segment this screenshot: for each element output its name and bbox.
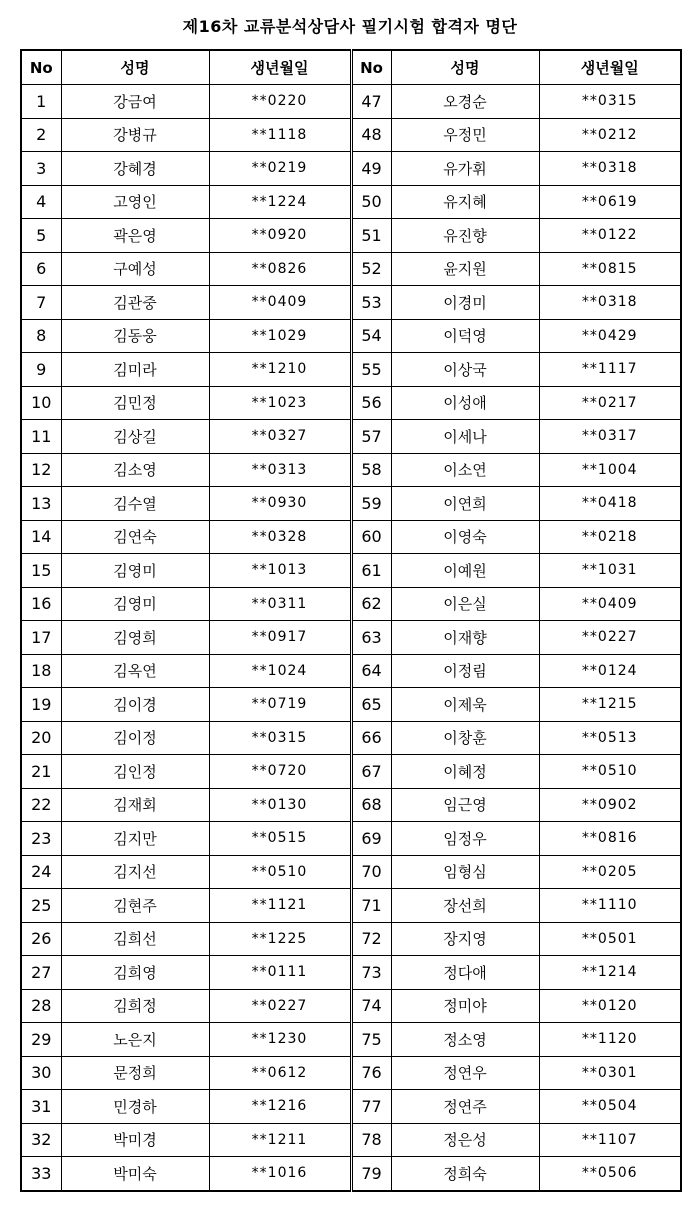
header-name-left: 성명 xyxy=(61,50,209,85)
cell-birth: **1120 xyxy=(539,1023,681,1057)
cell-name: 김희선 xyxy=(61,922,209,956)
cell-birth: **0619 xyxy=(539,185,681,219)
cell-no: 7 xyxy=(21,286,61,320)
table-row xyxy=(21,554,681,588)
cell-no: 58 xyxy=(351,453,391,487)
cell-name: 임형심 xyxy=(391,855,539,889)
cell-name: 김민정 xyxy=(61,386,209,420)
cell-name: 이영숙 xyxy=(391,520,539,554)
cell-name: 정미야 xyxy=(391,989,539,1023)
cell-birth: **0719 xyxy=(209,688,351,722)
cell-no: 21 xyxy=(21,755,61,789)
cell-birth: **0315 xyxy=(209,721,351,755)
cell-name: 장지영 xyxy=(391,922,539,956)
cell-no: 24 xyxy=(21,855,61,889)
cell-name: 유지혜 xyxy=(391,185,539,219)
cell-name: 김인정 xyxy=(61,755,209,789)
cell-name: 이창훈 xyxy=(391,721,539,755)
cell-birth: **0313 xyxy=(209,453,351,487)
cell-name: 강혜경 xyxy=(61,152,209,186)
cell-birth: **1230 xyxy=(209,1023,351,1057)
header-row xyxy=(21,50,681,85)
cell-birth: **0418 xyxy=(539,487,681,521)
cell-name: 이상국 xyxy=(391,353,539,387)
cell-no: 73 xyxy=(351,956,391,990)
cell-birth: **1004 xyxy=(539,453,681,487)
header-name-right: 성명 xyxy=(391,50,539,85)
cell-no: 15 xyxy=(21,554,61,588)
cell-no: 3 xyxy=(21,152,61,186)
cell-no: 56 xyxy=(351,386,391,420)
cell-birth: **0920 xyxy=(209,219,351,253)
pass-list-table xyxy=(20,49,682,1192)
cell-birth: **1118 xyxy=(209,118,351,152)
table-row xyxy=(21,822,681,856)
cell-birth: **0220 xyxy=(209,85,351,119)
cell-no: 10 xyxy=(21,386,61,420)
table-row xyxy=(21,654,681,688)
cell-birth: **1107 xyxy=(539,1123,681,1157)
cell-birth: **0130 xyxy=(209,788,351,822)
cell-birth: **0816 xyxy=(539,822,681,856)
cell-name: 이예원 xyxy=(391,554,539,588)
header-birth-left: 생년월일 xyxy=(209,50,351,85)
cell-birth: **1214 xyxy=(539,956,681,990)
cell-birth: **0218 xyxy=(539,520,681,554)
cell-birth: **1023 xyxy=(209,386,351,420)
cell-no: 4 xyxy=(21,185,61,219)
cell-birth: **0510 xyxy=(209,855,351,889)
table-row xyxy=(21,85,681,119)
cell-birth: **0227 xyxy=(539,621,681,655)
cell-name: 김현주 xyxy=(61,889,209,923)
table-row xyxy=(21,788,681,822)
cell-no: 67 xyxy=(351,755,391,789)
cell-name: 박미경 xyxy=(61,1123,209,1157)
cell-name: 정소영 xyxy=(391,1023,539,1057)
cell-no: 48 xyxy=(351,118,391,152)
cell-name: 박미숙 xyxy=(61,1157,209,1191)
cell-name: 구예성 xyxy=(61,252,209,286)
cell-name: 김영미 xyxy=(61,587,209,621)
cell-name: 이혜정 xyxy=(391,755,539,789)
cell-no: 19 xyxy=(21,688,61,722)
cell-no: 71 xyxy=(351,889,391,923)
cell-birth: **0120 xyxy=(539,989,681,1023)
cell-birth: **0612 xyxy=(209,1056,351,1090)
cell-birth: **0504 xyxy=(539,1090,681,1124)
cell-birth: **0111 xyxy=(209,956,351,990)
cell-birth: **1031 xyxy=(539,554,681,588)
cell-no: 25 xyxy=(21,889,61,923)
cell-birth: **0212 xyxy=(539,118,681,152)
cell-name: 김지선 xyxy=(61,855,209,889)
header-no-right: No xyxy=(351,50,391,85)
cell-birth: **1016 xyxy=(209,1157,351,1191)
table-row xyxy=(21,386,681,420)
cell-no: 20 xyxy=(21,721,61,755)
cell-name: 문정희 xyxy=(61,1056,209,1090)
cell-no: 55 xyxy=(351,353,391,387)
cell-no: 53 xyxy=(351,286,391,320)
table-row xyxy=(21,1157,681,1191)
cell-birth: **0720 xyxy=(209,755,351,789)
cell-name: 임정우 xyxy=(391,822,539,856)
cell-birth: **0227 xyxy=(209,989,351,1023)
cell-birth: **1216 xyxy=(209,1090,351,1124)
table-row xyxy=(21,420,681,454)
cell-name: 노은지 xyxy=(61,1023,209,1057)
cell-no: 66 xyxy=(351,721,391,755)
cell-birth: **0315 xyxy=(539,85,681,119)
table-row xyxy=(21,922,681,956)
cell-birth: **0301 xyxy=(539,1056,681,1090)
cell-name: 정은성 xyxy=(391,1123,539,1157)
cell-birth: **1117 xyxy=(539,353,681,387)
cell-no: 72 xyxy=(351,922,391,956)
table-row xyxy=(21,152,681,186)
document-title: 제16차 교류분석상담사 필기시험 합격자 명단 xyxy=(182,17,518,36)
cell-birth: **1029 xyxy=(209,319,351,353)
cell-no: 17 xyxy=(21,621,61,655)
cell-no: 61 xyxy=(351,554,391,588)
cell-birth: **0409 xyxy=(209,286,351,320)
cell-no: 23 xyxy=(21,822,61,856)
cell-no: 11 xyxy=(21,420,61,454)
cell-no: 33 xyxy=(21,1157,61,1191)
cell-no: 77 xyxy=(351,1090,391,1124)
cell-birth: **0217 xyxy=(539,386,681,420)
cell-name: 김연숙 xyxy=(61,520,209,554)
cell-name: 강금여 xyxy=(61,85,209,119)
cell-name: 김재회 xyxy=(61,788,209,822)
cell-birth: **0506 xyxy=(539,1157,681,1191)
cell-no: 51 xyxy=(351,219,391,253)
cell-birth: **0327 xyxy=(209,420,351,454)
table-row xyxy=(21,755,681,789)
cell-name: 곽은영 xyxy=(61,219,209,253)
cell-no: 16 xyxy=(21,587,61,621)
cell-birth: **0815 xyxy=(539,252,681,286)
cell-birth: **0515 xyxy=(209,822,351,856)
cell-birth: **1215 xyxy=(539,688,681,722)
cell-no: 59 xyxy=(351,487,391,521)
cell-name: 임근영 xyxy=(391,788,539,822)
cell-name: 이제욱 xyxy=(391,688,539,722)
cell-name: 이경미 xyxy=(391,286,539,320)
cell-no: 70 xyxy=(351,855,391,889)
cell-name: 이소연 xyxy=(391,453,539,487)
table-row xyxy=(21,1056,681,1090)
cell-no: 22 xyxy=(21,788,61,822)
cell-name: 김이경 xyxy=(61,688,209,722)
table-row xyxy=(21,721,681,755)
cell-no: 64 xyxy=(351,654,391,688)
cell-no: 27 xyxy=(21,956,61,990)
table-row xyxy=(21,688,681,722)
cell-no: 68 xyxy=(351,788,391,822)
cell-no: 14 xyxy=(21,520,61,554)
cell-no: 32 xyxy=(21,1123,61,1157)
cell-name: 우정민 xyxy=(391,118,539,152)
cell-name: 김옥연 xyxy=(61,654,209,688)
cell-no: 1 xyxy=(21,85,61,119)
cell-name: 민경하 xyxy=(61,1090,209,1124)
cell-name: 김이정 xyxy=(61,721,209,755)
cell-no: 5 xyxy=(21,219,61,253)
cell-name: 유진향 xyxy=(391,219,539,253)
table-row xyxy=(21,956,681,990)
cell-birth: **1211 xyxy=(209,1123,351,1157)
cell-no: 18 xyxy=(21,654,61,688)
cell-no: 65 xyxy=(351,688,391,722)
cell-birth: **1210 xyxy=(209,353,351,387)
cell-birth: **1224 xyxy=(209,185,351,219)
cell-name: 정연주 xyxy=(391,1090,539,1124)
cell-birth: **0510 xyxy=(539,755,681,789)
cell-birth: **0318 xyxy=(539,286,681,320)
cell-name: 이정림 xyxy=(391,654,539,688)
cell-name: 이성애 xyxy=(391,386,539,420)
cell-name: 고영인 xyxy=(61,185,209,219)
table-row xyxy=(21,1123,681,1157)
cell-no: 2 xyxy=(21,118,61,152)
cell-no: 60 xyxy=(351,520,391,554)
cell-birth: **0124 xyxy=(539,654,681,688)
table-row xyxy=(21,989,681,1023)
cell-birth: **0122 xyxy=(539,219,681,253)
cell-no: 28 xyxy=(21,989,61,1023)
cell-no: 78 xyxy=(351,1123,391,1157)
cell-birth: **0317 xyxy=(539,420,681,454)
cell-name: 이세나 xyxy=(391,420,539,454)
table-row xyxy=(21,621,681,655)
table-row xyxy=(21,319,681,353)
cell-no: 79 xyxy=(351,1157,391,1191)
cell-birth: **0409 xyxy=(539,587,681,621)
table-row xyxy=(21,453,681,487)
cell-birth: **1024 xyxy=(209,654,351,688)
cell-name: 정희숙 xyxy=(391,1157,539,1191)
cell-birth: **0328 xyxy=(209,520,351,554)
cell-no: 57 xyxy=(351,420,391,454)
cell-no: 74 xyxy=(351,989,391,1023)
cell-name: 김미라 xyxy=(61,353,209,387)
header-no-left: No xyxy=(21,50,61,85)
header-birth-right: 생년월일 xyxy=(539,50,681,85)
cell-name: 이은실 xyxy=(391,587,539,621)
cell-no: 8 xyxy=(21,319,61,353)
cell-birth: **1121 xyxy=(209,889,351,923)
cell-no: 30 xyxy=(21,1056,61,1090)
cell-name: 정연우 xyxy=(391,1056,539,1090)
cell-name: 김소영 xyxy=(61,453,209,487)
table-row xyxy=(21,219,681,253)
cell-no: 52 xyxy=(351,252,391,286)
cell-no: 6 xyxy=(21,252,61,286)
cell-name: 장선희 xyxy=(391,889,539,923)
table-row xyxy=(21,1090,681,1124)
cell-name: 강병규 xyxy=(61,118,209,152)
table-row xyxy=(21,889,681,923)
cell-no: 47 xyxy=(351,85,391,119)
cell-no: 63 xyxy=(351,621,391,655)
cell-name: 이덕영 xyxy=(391,319,539,353)
cell-no: 12 xyxy=(21,453,61,487)
cell-no: 29 xyxy=(21,1023,61,1057)
cell-no: 31 xyxy=(21,1090,61,1124)
cell-name: 이재향 xyxy=(391,621,539,655)
cell-name: 김지만 xyxy=(61,822,209,856)
table-row xyxy=(21,252,681,286)
cell-name: 오경순 xyxy=(391,85,539,119)
cell-name: 유가휘 xyxy=(391,152,539,186)
cell-no: 54 xyxy=(351,319,391,353)
cell-birth: **1013 xyxy=(209,554,351,588)
cell-birth: **0902 xyxy=(539,788,681,822)
cell-birth: **0917 xyxy=(209,621,351,655)
cell-name: 김관중 xyxy=(61,286,209,320)
cell-birth: **1225 xyxy=(209,922,351,956)
cell-birth: **1110 xyxy=(539,889,681,923)
cell-no: 26 xyxy=(21,922,61,956)
cell-no: 69 xyxy=(351,822,391,856)
cell-name: 김수열 xyxy=(61,487,209,521)
table-row xyxy=(21,487,681,521)
cell-name: 김영미 xyxy=(61,554,209,588)
cell-birth: **0219 xyxy=(209,152,351,186)
cell-name: 윤지원 xyxy=(391,252,539,286)
table-row xyxy=(21,185,681,219)
cell-name: 김희정 xyxy=(61,989,209,1023)
cell-birth: **0429 xyxy=(539,319,681,353)
cell-birth: **0501 xyxy=(539,922,681,956)
cell-name: 김영희 xyxy=(61,621,209,655)
table-row xyxy=(21,286,681,320)
cell-birth: **0205 xyxy=(539,855,681,889)
cell-no: 75 xyxy=(351,1023,391,1057)
cell-name: 김동웅 xyxy=(61,319,209,353)
table-row xyxy=(21,118,681,152)
table-row xyxy=(21,1023,681,1057)
cell-name: 김상길 xyxy=(61,420,209,454)
table-row xyxy=(21,855,681,889)
cell-no: 13 xyxy=(21,487,61,521)
cell-birth: **0318 xyxy=(539,152,681,186)
cell-no: 49 xyxy=(351,152,391,186)
cell-birth: **0513 xyxy=(539,721,681,755)
cell-no: 9 xyxy=(21,353,61,387)
cell-birth: **0311 xyxy=(209,587,351,621)
cell-name: 김희영 xyxy=(61,956,209,990)
cell-no: 50 xyxy=(351,185,391,219)
cell-no: 76 xyxy=(351,1056,391,1090)
table-row xyxy=(21,587,681,621)
cell-name: 이연희 xyxy=(391,487,539,521)
cell-birth: **0930 xyxy=(209,487,351,521)
cell-name: 정다애 xyxy=(391,956,539,990)
table-row xyxy=(21,353,681,387)
cell-no: 62 xyxy=(351,587,391,621)
cell-birth: **0826 xyxy=(209,252,351,286)
table-row xyxy=(21,520,681,554)
